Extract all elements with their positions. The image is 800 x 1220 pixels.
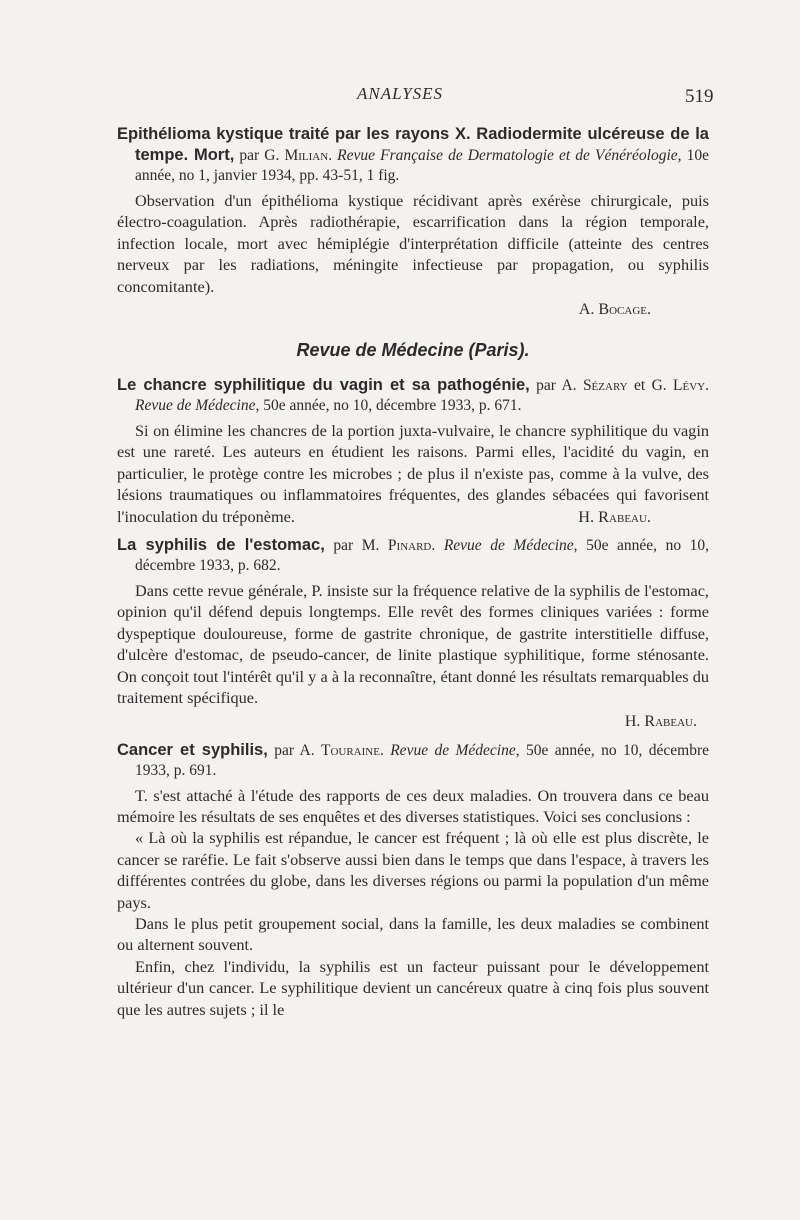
running-head	[0, 84, 800, 110]
entry-title: La syphilis de l'estomac,	[117, 536, 325, 555]
entry-author-second: Lévy	[673, 377, 706, 395]
entry-by: par A.	[529, 377, 583, 395]
abstract-entry-cancer-syphilis	[117, 740, 709, 1020]
entry-details: , 10e année, no 1, janvier 1934, pp. 43-51, 1 fig.	[135, 147, 709, 184]
entry-separator: .	[328, 147, 338, 164]
entry-by-second: et G.	[627, 377, 674, 395]
entry-title: Cancer et syphilis,	[117, 740, 268, 759]
abstract-entry-epithelioma	[117, 124, 709, 320]
entry-author: Pinard	[387, 537, 432, 555]
entry-title: Le chancre syphilitique du vagin et sa pathogénie,	[117, 376, 530, 395]
entry-body-text: Si on élimine les chancres de la portion juxta-vulvaire, le chancre syphilitique du vagin est une rareté. Les auteurs en étudient les raisons. Parmi elles, l'acidité du vagin, en particulier, le protège contre les microbes ; de plus il n'existe pas, comme à la vulve, des lésions traumatiques ou inflammatoires fréquentes, des glandes sébacées qui favorisent l'inoculation du tréponème.	[117, 421, 709, 526]
section-title: Revue de Médecine (Paris).	[296, 340, 530, 361]
entry-paragraph: Enfin, chez l'individu, la syphilis est un facteur puissant pour le développement ultérieur d'un cancer. Le syphilitique devient un cancéreux quatre à cinq fois plus souvent que les autres sujets ; il le	[117, 956, 709, 1019]
entry-by: par M.	[324, 537, 388, 555]
entry-body: Dans cette revue générale, P. insiste sur la fréquence relative de la syphilis de l'estomac, opinion qu'il défend depuis longtemps. Elle revêt des formes cliniques variées : forme dyspeptique douloureuse, forme de gastrite chronique, de gastrite interstitielle diffuse, d'ulcère d'estomac, de pseudo-cancer, de linite plastique syphilitique, forme sténosante. On conçoit tout l'intérêt qu'il y a à la reconnaître, étant donné les résultats remarquables du traitement spécifique.	[117, 581, 709, 708]
running-head-title: ANALYSES	[356, 84, 444, 103]
entry-paragraph: « Là où la syphilis est répandue, le cancer est fréquent ; là où elle est plus discrète, le cancer se raréfie. Le fait s'observe aussi bien dans le temps que dans l'espace, à travers les différentes contrées du globe, dans les diverses régions ou parmi la population d'un même pays.	[117, 828, 709, 912]
abstract-entry-estomac	[117, 535, 709, 731]
entry-journal: Revue Française de Dermatologie et de Vénéréologie	[337, 147, 678, 164]
entry-author: Touraine	[320, 741, 380, 759]
entry-heading	[117, 375, 709, 416]
entry-body	[117, 420, 709, 527]
entry-by: par G.	[234, 147, 285, 164]
entry-journal: Revue de Médecine	[443, 537, 574, 555]
entry-heading	[117, 740, 709, 781]
entry-signature: A. Bocage.	[578, 301, 651, 319]
abstract-entry-chancre	[117, 375, 709, 527]
entry-body: Observation d'un épithélioma kystique récidivant après exérèse chirurgicale, puis électro-coagulation. Après radiothérapie, escarrification dans la région temporale, infection locale, mort avec hémiplégie d'interprétation difficile (atteinte des centres nerveux par les radiations, méningite infectieuse par propagation, ou syphilis concomitante).	[117, 191, 709, 296]
entry-journal: Revue de Médecine	[135, 397, 256, 415]
entry-separator: .	[431, 537, 444, 555]
entry-title: Epithélioma kystique traité par les rayons X. Radiodermite ulcéreuse de la tempe. Mort,	[117, 125, 709, 164]
entry-signature: H. Rabeau.	[624, 712, 697, 730]
entry-author: Milian	[284, 147, 329, 164]
entry-paragraph: T. s'est attaché à l'étude des rapports de ces deux maladies. On trouvera dans ce beau mémoire les résultats de ses enquêtes et des diverses statistiques. Voici ses conclusions :	[117, 785, 709, 826]
entry-heading	[117, 535, 709, 576]
page-number: 519	[685, 86, 714, 107]
entry-paragraph: Dans le plus petit groupement social, dans la famille, les deux maladies se combinent ou alternent souvent.	[117, 913, 709, 955]
entry-author: Sézary	[582, 377, 628, 395]
entry-details: , 50e année, no 10, décembre 1933, p. 691.	[135, 741, 710, 779]
page-content	[117, 124, 709, 1028]
entry-journal: Revue de Médecine	[390, 741, 516, 759]
entry-separator: .	[379, 741, 391, 759]
entry-by: par A.	[267, 741, 321, 759]
entry-signature: H. Rabeau.	[578, 506, 651, 526]
entry-separator: .	[705, 377, 709, 395]
entry-heading	[117, 124, 709, 186]
entry-details: , 50e année, no 10, décembre 1933, p. 671.	[255, 397, 522, 415]
entry-details: , 50e année, no 10, décembre 1933, p. 682.	[135, 537, 710, 575]
